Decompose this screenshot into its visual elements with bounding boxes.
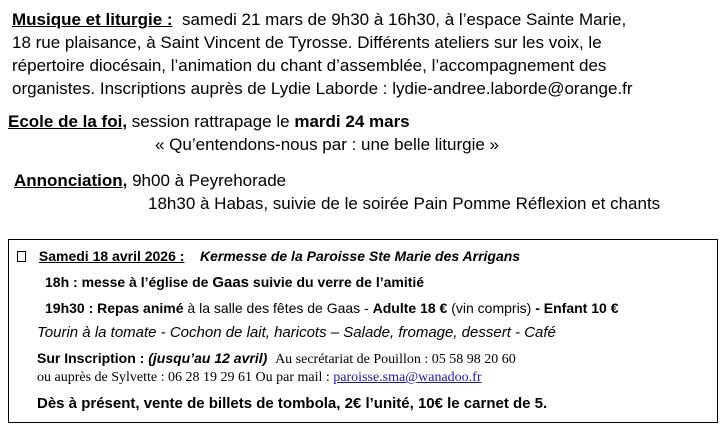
musique-line-4: organistes. Inscriptions auprès de Lydie Laborde : lydie-andree.laborde@orange.fr — [12, 79, 633, 98]
ecole-comma: , — [122, 112, 128, 131]
email-link[interactable]: paroisse.sma@wanadoo.fr — [333, 370, 482, 385]
sylvette-contact: ou auprès de Sylvette : 06 28 19 29 61 Ou par mail : — [37, 370, 330, 385]
inscription-date: (jusqu’au 12 avril) — [148, 350, 268, 366]
inscription-line — [37, 350, 516, 368]
annonciation-comma: , — [122, 171, 128, 190]
musique-line-1 — [12, 9, 626, 30]
menu-line: Tourin à la tomate - Cochon de lait, haricots – Salade, fromage, dessert - Café — [37, 324, 556, 341]
annonciation-time-1: 9h00 à Peyrehorade — [132, 171, 287, 190]
kermesse-title: Kermesse de la Paroisse Ste Marie des Arrigans — [200, 248, 521, 264]
repas-place: à la salle des fêtes de Gaas - — [187, 300, 369, 316]
repas-line — [45, 300, 618, 317]
ecole-quote: « Qu’entendons-nous par : une belle liturgie » — [155, 135, 500, 154]
messe-text-2: suivie du verre de l’amitié — [252, 274, 425, 290]
sylvette-line — [37, 369, 481, 386]
inscription-label: Sur Inscription : — [37, 350, 145, 366]
musique-line-3: répertoire diocésain, l’animation du chant d’assemblée, l’accompagnement des — [12, 56, 607, 75]
adulte-note: (vin compris) — [451, 300, 532, 316]
kermesse-box — [8, 239, 718, 423]
ecole-line-1 — [8, 111, 410, 132]
adulte-price: Adulte 18 € — [372, 300, 448, 316]
checkbox-icon — [17, 251, 26, 262]
messe-line — [45, 274, 424, 291]
tombola-line: Dès à présent, vente de billets de tombola, 2€ l’unité, 10€ le carnet de 5. — [37, 395, 548, 412]
musique-text-1: samedi 21 mars de 9h30 à 16h30, à l’espace Sainte Marie, — [182, 10, 627, 29]
messe-place: Gaas — [212, 274, 250, 291]
messe-text: 18h : messe à l’église de — [45, 274, 209, 290]
musique-line-2: 18 rue plaisance, à Saint Vincent de Tyrosse. Différents ateliers sur les voix, le — [12, 33, 602, 52]
kermesse-date: Samedi 18 avril 2026 : — [38, 248, 185, 264]
kermesse-header — [17, 248, 520, 265]
ecole-text: session rattrapage le — [131, 112, 290, 131]
annonciation-line-2: 18h30 à Habas, suivie de le soirée Pain Pomme Réflexion et chants — [148, 194, 661, 213]
repas-label: 19h30 : Repas animé — [45, 300, 184, 316]
secretariat-phone: Au secrétariat de Pouillon : 05 58 98 20 60 — [275, 352, 516, 367]
musique-heading: Musique et liturgie : — [12, 10, 173, 29]
annonciation-heading: Annonciation — [14, 171, 123, 190]
annonciation-line-1 — [14, 170, 286, 191]
enfant-price: - Enfant 10 € — [535, 300, 619, 316]
ecole-heading: Ecole de la foi — [8, 112, 123, 131]
ecole-date: mardi 24 mars — [294, 112, 410, 131]
